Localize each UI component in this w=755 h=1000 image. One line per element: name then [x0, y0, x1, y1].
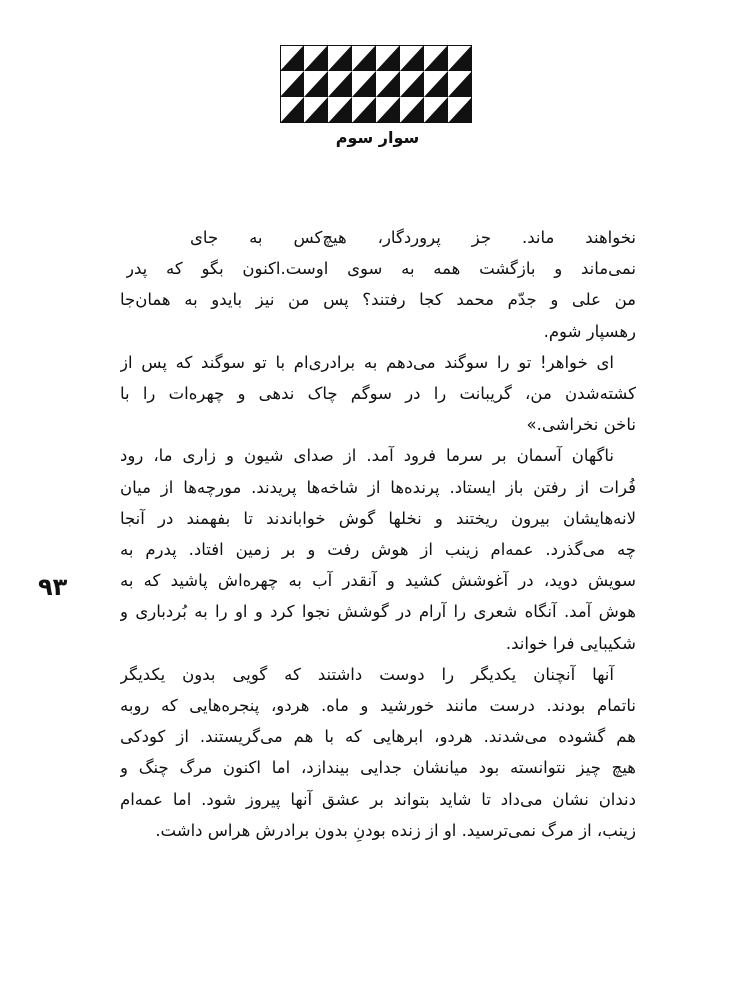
- text-line: هوش آمد. آنگاه شعری را آرام در گوشش نجوا کرد و او را به بُردباری و: [120, 602, 636, 622]
- text-line: هیچ چیز نتوانسته بود میانشان جدایی بیندازد، اما اکنون مرگ چنگ و: [120, 758, 636, 778]
- text-line: ناگهان آسمان بر سرما فرود آمد. از صدای شیون و زاری ما، رود: [120, 446, 614, 466]
- text-line: شکیبایی فرا خواند.: [505, 633, 636, 653]
- text-line: ای خواهر! تو را سوگند می‌دهم به برادری‌ام با تو سوگند که پس از: [120, 352, 614, 372]
- text-line: سویش دوید، در آغوشش کشید و آنقدر آب به چهره‌اش پاشید که به: [120, 571, 636, 591]
- text-line: چه می‌گذرد. عمه‌ام زینب از هوش رفت و بر زمین افتاد. پدرم به: [120, 540, 636, 560]
- text-line: رهسپار شوم.: [543, 321, 636, 341]
- chapter-title: سوار سوم: [335, 128, 420, 147]
- text-line: زینب، از مرگ نمی‌ترسید. او از زنده بودنِ بدون برادرش هراس داشت.: [155, 820, 636, 840]
- triangle-pattern-ornament: [280, 45, 472, 123]
- text-line: آنها آنچنان یکدیگر را دوست داشتند که گویی بدون یکدیگر: [120, 664, 614, 684]
- text-line: کشته‌شدن من، گریبانت را در سوگم چاک ندهی و چهره‌ات را با: [120, 384, 636, 404]
- text-line: نخواهند ماند. جز پروردگار، هیچ‌کس به جای: [190, 228, 636, 247]
- text-line: نمی‌ماند و بازگشت همه به سوی اوست.اکنون بگو که پدر: [126, 259, 636, 279]
- text-line: لانه‌هایشان بیرون ریختند و نخلها گوش خواباندند تا بفهمند در آنجا: [120, 508, 636, 528]
- text-line: هم گشوده می‌شدند. هردو، ابرهایی که با هم می‌گریستند. از کودکی: [120, 727, 636, 747]
- page-number: ۹۳: [38, 573, 68, 601]
- text-line: ناتمام بودند. درست مانند خورشید و ماه. هردو، پنجره‌هایی که روبه: [120, 696, 636, 716]
- text-line: دندان نشان می‌داد تا شاید بتواند بر عشق آنها پیروز شود. اما عمه‌ام: [120, 789, 636, 809]
- text-line: ناخن نخراشی.»: [526, 415, 636, 435]
- text-line: فُرات از رفتن باز ایستاد. پرنده‌ها از شاخه‌ها پریدند. مورچه‌ها از میان: [120, 477, 636, 497]
- text-line: من علی و جدّم محمد کجا رفتند؟ پس من نیز بایدو به همان‌جا: [120, 290, 636, 310]
- body-text: [120, 222, 636, 846]
